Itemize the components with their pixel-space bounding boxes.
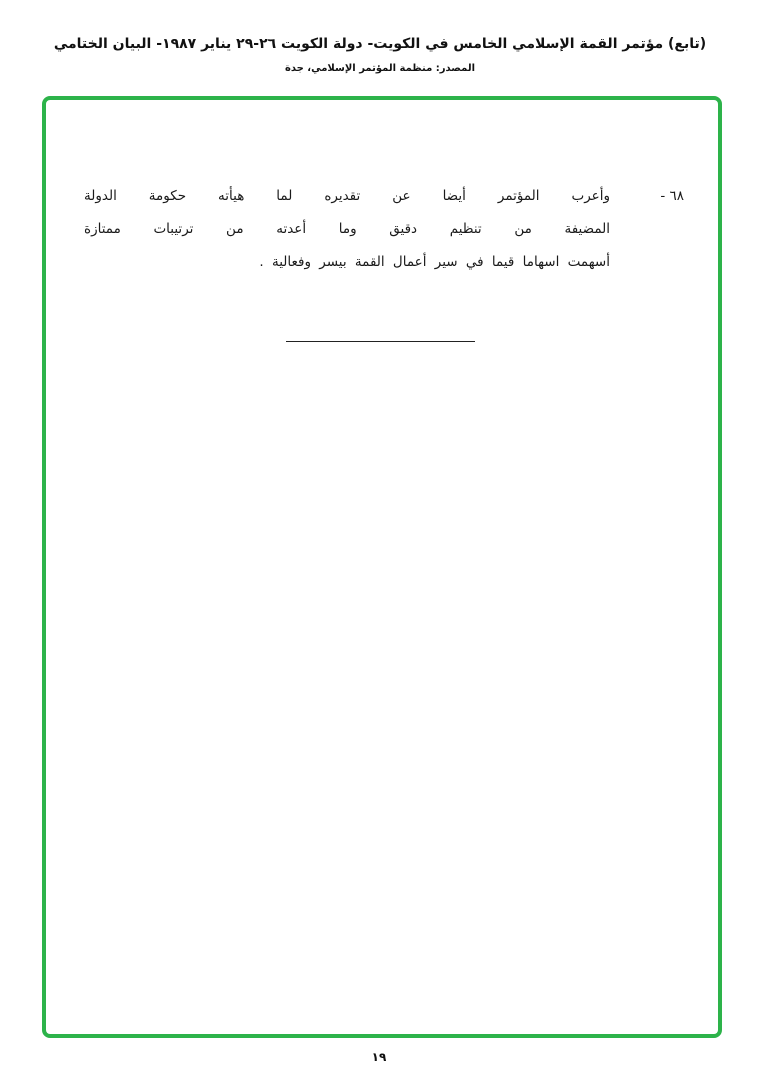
section-separator <box>286 341 475 342</box>
paragraph-68 <box>84 180 684 279</box>
paragraph-line: أسهمت اسهاما قيما في سير أعمال القمة بيسر وفعالية . <box>259 254 610 270</box>
page-number: ١٩ <box>371 1050 387 1064</box>
paragraph-line: المضيفة من تنظيم دقيق وما أعدته من ترتيبات ممتازة <box>84 221 610 237</box>
paragraph-text <box>84 180 610 279</box>
document-title: (تابع) مؤتمر القمة الإسلامي الخامس في الكويت- دولة الكويت ٢٦-٢٩ يناير ١٩٨٧- البيان الختامي <box>53 36 707 52</box>
document-source: المصدر: منظمة المؤتمر الإسلامي، جدة <box>284 63 476 74</box>
paragraph-number: ٦٨ - <box>660 188 684 204</box>
paragraph-line: وأعرب المؤتمر أيضا عن تقديره لما هيأته حكومة الدولة <box>84 188 610 204</box>
